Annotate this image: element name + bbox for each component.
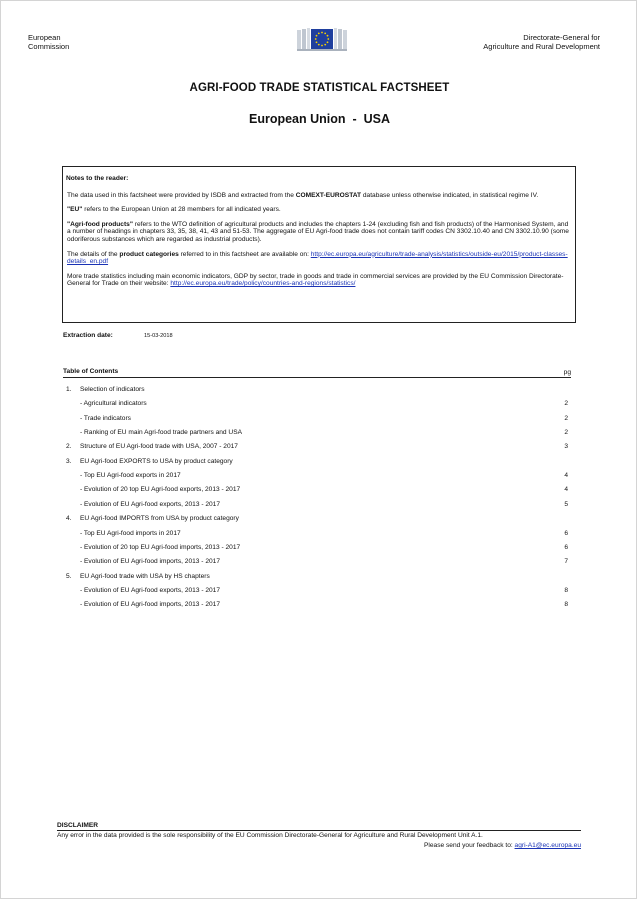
toc-entry[interactable] xyxy=(63,601,571,611)
toc-entry-label: - Top EU Agri-food exports in 2017 xyxy=(80,472,181,480)
institution-line-2: Commission xyxy=(28,42,70,51)
toc-entry-label: Selection of indicators xyxy=(80,386,145,393)
toc-entry-page: 6 xyxy=(564,529,568,537)
toc-entry[interactable] xyxy=(63,530,571,540)
trade-statistics-link[interactable]: http://ec.europa.eu/trade/policy/countries-and-regions/statistics/ xyxy=(170,280,356,288)
note-agri-food-text: refers to the WTO definition of agricultural products and includes the chapters 1-24 (excluding fish and fish products) of the Harmonised System, and a number of headings in chapters 33, 35, 38, 41, 43 and 51-53. The aggregate of EU Agri-food trade does not contain tariff codes CN 3302.10.40 and CN 3302.10.90 (some odoriferous substances which are regarded as industrial products). xyxy=(67,220,569,243)
toc-entry-label: - Agricultural indicators xyxy=(80,400,147,408)
document-subtitle: European Union - USA xyxy=(249,112,390,126)
toc-entry-number: 2. xyxy=(66,443,72,451)
toc-entry-label: - Evolution of 20 top EU Agri-food imports, 2013 - 2017 xyxy=(80,543,241,551)
toc-entry-label: EU Agri-food IMPORTS from USA by product category xyxy=(80,515,239,523)
toc-entry[interactable] xyxy=(63,558,571,568)
note-more-statistics xyxy=(66,273,572,288)
toc-entry-page: 4 xyxy=(564,472,568,480)
toc-entry-number: 3. xyxy=(66,457,72,465)
toc-entry-page: 4 xyxy=(564,486,568,494)
toc-entry-label: - Evolution of EU Agri-food imports, 2013 - 2017 xyxy=(80,601,221,609)
disclaimer-section xyxy=(57,821,581,851)
ec-logo-graphic xyxy=(297,26,347,52)
toc-entry-page: 5 xyxy=(564,500,568,508)
toc-entry-page: 6 xyxy=(564,543,568,551)
institution-line-1: European xyxy=(28,33,61,42)
feedback-text: Please send your feedback to: xyxy=(424,842,515,849)
toc-entry-page: 8 xyxy=(564,586,568,594)
toc-entry[interactable] xyxy=(63,501,571,511)
note-agri-food-term: "Agri-food products" xyxy=(67,220,133,228)
note-data-source xyxy=(66,192,572,200)
toc-entry-label: - Evolution of EU Agri-food exports, 2013 - 2017 xyxy=(80,586,221,594)
toc-entry[interactable] xyxy=(63,400,571,410)
toc-entry-label: EU Agri-food trade with USA by HS chapters xyxy=(80,572,210,580)
feedback-line xyxy=(57,841,581,851)
toc-entry[interactable] xyxy=(63,386,571,396)
toc-entry-label: - Evolution of EU Agri-food exports, 2013 - 2017 xyxy=(80,500,221,508)
toc-entry[interactable] xyxy=(63,472,571,482)
toc-entry[interactable] xyxy=(63,544,571,554)
notes-heading: Notes to the reader: xyxy=(66,175,129,182)
toc-entry-page: 2 xyxy=(564,400,568,408)
toc-entry-page: 2 xyxy=(564,429,568,437)
note-product-categories-mid: referred to in this factsheet are available on: xyxy=(178,250,311,258)
note-more-statistics-text: More trade statistics including main economic indicators, GDP by sector, trade in goods and trade in commercial services are provided by the EU Commission Directorate-General for Trade on their website: xyxy=(67,272,564,288)
toc-entry-page: 8 xyxy=(564,601,568,609)
toc-entry-label: - Ranking of EU main Agri-food trade partners and USA xyxy=(80,429,242,437)
toc-entry[interactable] xyxy=(63,458,571,468)
extraction-date-label: Extraction date: xyxy=(63,332,113,339)
toc-entry-page: 2 xyxy=(564,414,568,422)
toc-header xyxy=(63,367,571,378)
toc-entry[interactable] xyxy=(63,429,571,439)
note-product-categories-term: product categories xyxy=(119,250,179,258)
toc-entry-label: - Top EU Agri-food imports in 2017 xyxy=(80,529,181,537)
product-categories-link[interactable]: http://ec.europa.eu/agriculture/trade-analysis/statistics/outside-eu/2015/product-classes-details_en.pdf xyxy=(67,250,568,266)
directorate-line-2: Agriculture and Rural Development xyxy=(483,42,600,51)
toc-entry-page: 7 xyxy=(564,558,568,566)
toc-entry[interactable] xyxy=(63,515,571,525)
toc-entry[interactable] xyxy=(63,443,571,453)
table-of-contents xyxy=(63,367,571,609)
toc-title: Table of Contents xyxy=(63,368,119,375)
directorate-name xyxy=(483,33,600,51)
note-database-name: COMEXT-EUROSTAT xyxy=(295,191,362,199)
toc-entry[interactable] xyxy=(63,415,571,425)
toc-entry-page: 3 xyxy=(564,443,568,451)
toc-entry-label: - Evolution of EU Agri-food imports, 2013 - 2017 xyxy=(80,558,221,566)
toc-page-column-label: pg xyxy=(563,369,571,376)
note-eu-text: refers to the European Union at 28 members for all indicated years. xyxy=(82,206,281,214)
disclaimer-text: Any error in the data provided is the sole responsibility of the EU Commission Directorate-General for Agriculture and Rural Development Unit A.1. xyxy=(57,832,483,839)
notes-to-reader-box xyxy=(62,166,576,323)
toc-entry-label: - Evolution of 20 top EU Agri-food exports, 2013 - 2017 xyxy=(80,486,241,494)
note-product-categories-text: The details of the xyxy=(67,250,120,258)
note-eu-definition xyxy=(66,206,572,214)
toc-entry[interactable] xyxy=(63,486,571,496)
toc-entry[interactable] xyxy=(63,573,571,583)
note-eu-term: "EU" xyxy=(67,206,83,214)
note-data-source-text: The data used in this factsheet were provided by ISDB and extracted from the xyxy=(67,191,296,199)
note-agri-food-definition xyxy=(66,221,572,244)
european-commission-logo xyxy=(297,26,347,52)
extraction-date-value: 15-03-2018 xyxy=(144,333,173,339)
disclaimer-heading: DISCLAIMER xyxy=(57,821,581,831)
toc-entry-label: EU Agri-food EXPORTS to USA by product category xyxy=(80,457,233,465)
toc-entry-number: 5. xyxy=(66,572,72,580)
document-title: AGRI-FOOD TRADE STATISTICAL FACTSHEET xyxy=(189,82,450,94)
note-data-source-tail: database unless otherwise indicated, in statistical regime IV. xyxy=(361,191,539,199)
toc-entry-label: Structure of EU Agri-food trade with USA, 2007 - 2017 xyxy=(80,443,238,451)
feedback-email-link[interactable]: agri-A1@ec.europa.eu xyxy=(514,842,581,849)
toc-entry[interactable] xyxy=(63,587,571,597)
institution-name xyxy=(28,33,69,51)
toc-entry-number: 4. xyxy=(66,515,72,523)
note-product-categories xyxy=(66,251,572,266)
toc-entry-number: 1. xyxy=(66,386,72,393)
toc-entry-label: - Trade indicators xyxy=(80,414,131,422)
directorate-line-1: Directorate-General for xyxy=(523,33,600,42)
